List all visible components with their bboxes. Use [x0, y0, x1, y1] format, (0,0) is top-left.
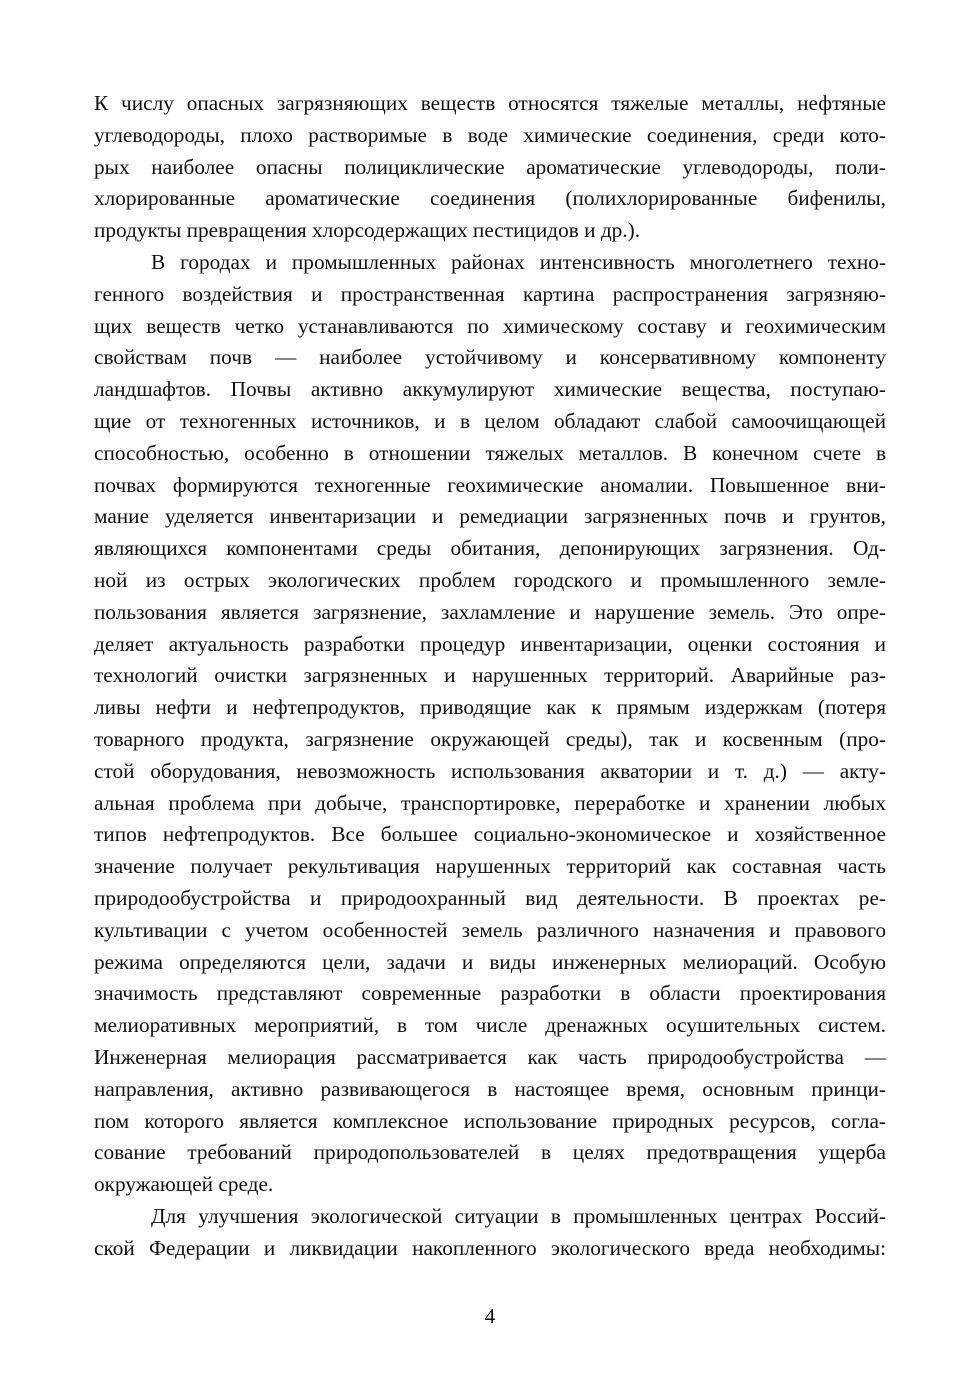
text-line: сование требований природопользователей в целях предотвращения ущерба: [94, 1140, 886, 1165]
text-line: Инженерная мелиорация рассматривается как часть природообустройства —: [94, 1044, 886, 1069]
text-line: хлорированные ароматические соединения (полихлорированные бифенилы,: [94, 186, 886, 211]
text-line: пом которого является комплексное использование природных ресурсов, согла-: [94, 1108, 886, 1133]
text-line: ной из острых экологических проблем городского и промышленного земле-: [94, 567, 886, 592]
text-line: стой оборудования, невозможность использования акватории и т. д.) — акту-: [94, 758, 886, 783]
text-line: щие от техногенных источников, и в целом обладают слабой самоочищающей: [94, 408, 886, 433]
text-line: технологий очистки загрязненных и нарушенных территорий. Аварийные раз-: [94, 663, 886, 688]
text-line: почвах формируются техногенные геохимические аномалии. Повышенное вни-: [94, 472, 886, 497]
text-line: типов нефтепродуктов. Все большее социально-экономическое и хозяйственное: [94, 822, 886, 847]
text-line: способностью, особенно в отношении тяжелых металлов. В конечном счете в: [94, 440, 886, 465]
text-line: культивации с учетом особенностей земель различного назначения и правового: [94, 917, 886, 942]
text-line: альная проблема при добыче, транспортировке, переработке и хранении любых: [94, 790, 886, 815]
text-line: значимость представляют современные разработки в области проектирования: [94, 981, 886, 1006]
text-line: мелиоративных мероприятий, в том числе дренажных осушительных систем.: [94, 1013, 886, 1038]
text-line: режима определяются цели, задачи и виды инженерных мелиораций. Особую: [94, 949, 886, 974]
text-line: углеводороды, плохо растворимые в воде химические соединения, среди кото-: [94, 122, 886, 147]
paragraph: [94, 88, 886, 247]
text-line: рых наиболее опасны полициклические ароматические углеводороды, поли-: [94, 154, 886, 179]
text-line: являющихся компонентами среды обитания, депонирующих загрязнения. Од-: [94, 536, 886, 561]
text-line: значение получает рекультивация нарушенных территорий как составная часть: [94, 854, 886, 879]
text-line: деляет актуальность разработки процедур инвентаризации, оценки состояния и: [94, 631, 886, 656]
text-line: пользования является загрязнение, захламление и нарушение земель. Это опре-: [94, 599, 886, 624]
text-line: окружающей среде.: [94, 1172, 274, 1197]
text-line: ской Федерации и ликвидации накопленного экологического вреда необходимы:: [94, 1235, 886, 1260]
paragraph: [94, 247, 886, 1201]
text-line: Для улучшения экологической ситуации в промышленных центрах Россий-: [151, 1203, 886, 1228]
text-line: продукты превращения хлорсодержащих пестицидов и др.).: [94, 218, 641, 243]
page-number: 4: [484, 1304, 496, 1328]
page-body: [94, 88, 886, 1264]
text-line: щих веществ четко устанавливаются по химическому составу и геохимическим: [94, 313, 886, 338]
text-line: свойствам почв — наиболее устойчивому и консервативному компоненту: [94, 345, 886, 370]
paragraph: [94, 1201, 886, 1265]
text-line: мание уделяется инвентаризации и ремедиации загрязненных почв и грунтов,: [94, 504, 886, 529]
text-line: ландшафтов. Почвы активно аккумулируют химические вещества, поступаю-: [94, 377, 886, 402]
text-line: В городах и промышленных районах интенсивность многолетнего техно-: [151, 249, 886, 274]
text-line: природообустройства и природоохранный вид деятельности. В проектах ре-: [94, 885, 886, 910]
text-line: направления, активно развивающегося в настоящее время, основным принци-: [94, 1076, 886, 1101]
text-line: К числу опасных загрязняющих веществ относятся тяжелые металлы, нефтяные: [94, 91, 886, 115]
text-line: генного воздействия и пространственная картина распространения загрязняю-: [94, 281, 886, 306]
text-line: товарного продукта, загрязнение окружающей среды), так и косвенным (про-: [94, 726, 886, 751]
text-line: ливы нефти и нефтепродуктов, приводящие как к прямым издержкам (потеря: [94, 695, 886, 720]
